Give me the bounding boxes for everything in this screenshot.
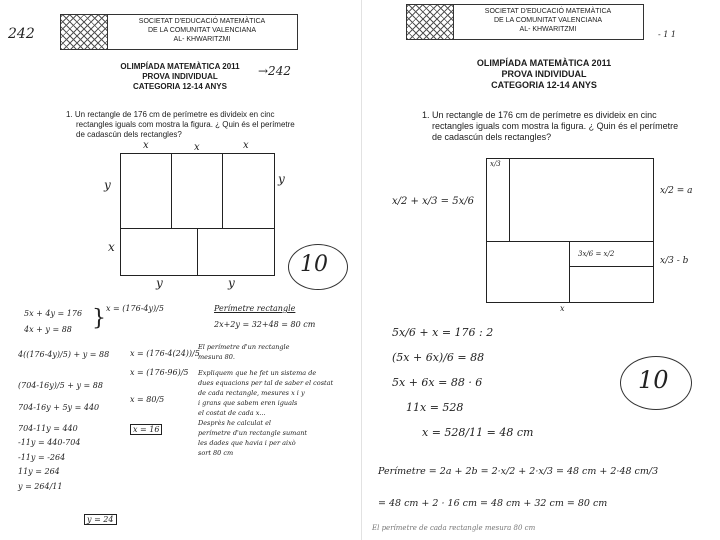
title-line: PROVA INDIVIDUAL — [501, 69, 587, 79]
middle-steps — [130, 344, 200, 409]
label-x: x — [143, 140, 149, 151]
problem-line: rectangles iguals com mostra la figura. ¿ Quin és el perímetre — [76, 120, 295, 129]
problem-line: 1. Un rectangle de 176 cm de perímetre es divideix en cinc — [422, 110, 657, 120]
step-line: 704-11y = 440 — [18, 423, 78, 433]
school-logo — [407, 5, 454, 39]
exam-title — [454, 58, 634, 91]
title-line: CATEGORIA 12-14 ANYS — [491, 80, 597, 90]
explanation-line: de cada rectangle, mesures x i y — [198, 389, 305, 397]
step-line: -11y = 440-704 — [18, 438, 81, 447]
figure-cell — [222, 153, 275, 229]
explanation-line: El perímetre d'un rectangle — [198, 343, 290, 351]
school-logo — [61, 15, 108, 49]
step-line: (5x + 6x)/6 = 88 — [392, 351, 485, 364]
explanation-line: perímetre d'un rectangle sumant — [198, 429, 308, 437]
brace-icon: } — [92, 306, 106, 331]
explanation-line: Desprès he calculat el — [198, 419, 271, 427]
step-line: x = (176-4(24))/5 — [130, 349, 200, 358]
step-line: x = 80/5 — [130, 395, 165, 404]
fraction-sum: x/2 + x/3 = 5x/6 — [392, 196, 474, 207]
label-y: y — [156, 276, 163, 290]
label-y: y — [228, 276, 235, 290]
label-x-third: x/3 — [490, 160, 501, 168]
title-line: OLIMPÍADA MATEMÀTICA 2011 — [120, 62, 240, 71]
label-x: x — [108, 240, 115, 254]
label-x: x — [560, 304, 565, 313]
title-line: PROVA INDIVIDUAL — [142, 72, 218, 81]
title-note: →242 — [258, 64, 291, 78]
org-line: SOCIETAT D'EDUCACIÓ MATEMÀTICA — [484, 8, 612, 15]
explanation-line: Expliquem que he fet un sistema de — [198, 369, 317, 377]
step-line: -11y = -264 — [18, 452, 66, 462]
step-line: 11x = 528 — [406, 401, 464, 414]
exam-title — [100, 62, 260, 92]
step-line: y = 264/11 — [18, 481, 63, 491]
explanation-line: mesura 80. — [198, 353, 235, 361]
org-line: SOCIETAT D'EDUCACIÓ MATEMÀTICA — [138, 18, 266, 25]
explanation-text — [198, 342, 333, 458]
org-name — [109, 17, 295, 44]
explanation-line: i grans que sabem eren iguals — [198, 399, 298, 407]
step-line: 5x + 6x = 88 · 6 — [392, 376, 483, 389]
label-x: x — [243, 140, 249, 151]
header-box — [60, 14, 298, 50]
explanation-line: dues equacions per tal de saber el costat — [198, 379, 334, 387]
label-y: y — [104, 178, 111, 192]
faint-note: El perímetre de cada rectangle mesura 80 cm — [372, 524, 536, 532]
label-y: y — [278, 172, 285, 186]
label-a: x/2 = a — [660, 186, 693, 196]
figure-top-block — [486, 158, 654, 242]
org-line: DE LA COMUNITAT VALENCIANA — [147, 27, 256, 34]
perimeter-heading: Perímetre rectangle — [214, 304, 296, 313]
score-value: 10 — [300, 252, 328, 277]
figure-cell — [120, 153, 172, 229]
figure-cell — [171, 153, 223, 229]
problem-line: de cadascún dels rectangles? — [432, 132, 552, 142]
step-line: x = (176-96)/5 — [130, 368, 189, 377]
figure-cell — [197, 228, 275, 276]
equation-line: 4x + y = 88 — [24, 325, 72, 334]
header-mark: - 1 1 — [658, 30, 676, 39]
x-result: x = 16 — [130, 424, 162, 435]
title-line: OLIMPÍADA MATEMÀTICA 2011 — [476, 58, 612, 68]
explanation-line: les dades que havia i per això — [198, 439, 296, 447]
left-steps — [18, 348, 109, 494]
org-line: AL- KHWARITZMI — [173, 36, 231, 43]
explanation-line: el costat de cada x... — [198, 409, 266, 417]
title-line: CATEGORIA 12-14 ANYS — [133, 82, 227, 91]
perimeter-line: = 48 cm + 2 · 16 cm = 48 cm + 32 cm = 80 cm — [378, 498, 608, 509]
org-line: AL- KHWARITZMI — [519, 26, 577, 33]
step-line: 5x/6 + x = 176 : 2 — [392, 326, 494, 339]
problem-line: de cadascún dels rectangles? — [76, 130, 182, 139]
equation-system — [24, 306, 82, 338]
page-number: 242 — [8, 26, 35, 42]
problem-statement — [422, 110, 717, 143]
problem-line: rectangles iguals com mostra la figura. ¿ Quin és el perímetre — [432, 121, 679, 131]
step-line: 704-16y + 5y = 440 — [18, 403, 100, 412]
perimeter-equation: 2x+2y = 32+48 = 80 cm — [214, 320, 316, 329]
figure-cell — [486, 158, 510, 242]
score-value: 10 — [638, 366, 669, 394]
perimeter-line: Perímetre = 2a + 2b = 2·x/2 + 2·x/3 = 48 cm + 2·48 cm/3 — [378, 466, 659, 477]
equation-line: 5x + 4y = 176 — [24, 309, 83, 318]
label-b: x/3 - b — [660, 256, 689, 266]
label-mid: 3x/6 = x/2 — [578, 250, 615, 258]
solution-steps — [392, 320, 533, 445]
problem-statement — [66, 110, 356, 140]
step-line: (704-16y)/5 + y = 88 — [18, 380, 103, 390]
label-x: x — [194, 142, 200, 153]
header-box — [406, 4, 644, 40]
step-line: x = 528/11 = 48 cm — [422, 426, 534, 439]
step-line: 11y = 264 — [18, 467, 60, 476]
org-name — [455, 7, 641, 34]
org-line: DE LA COMUNITAT VALENCIANA — [493, 17, 602, 24]
problem-line: 1. Un rectangle de 176 cm de perímetre es divideix en cinc — [66, 110, 275, 119]
step-line: 4((176-4y)/5) + y = 88 — [18, 350, 110, 359]
y-result: y = 24 — [84, 514, 117, 525]
figure-cell — [120, 228, 198, 276]
explanation-line: sort 80 cm — [198, 449, 234, 457]
right-scan-page — [362, 0, 720, 540]
solve-x: x = (176-4y)/5 — [106, 304, 164, 313]
